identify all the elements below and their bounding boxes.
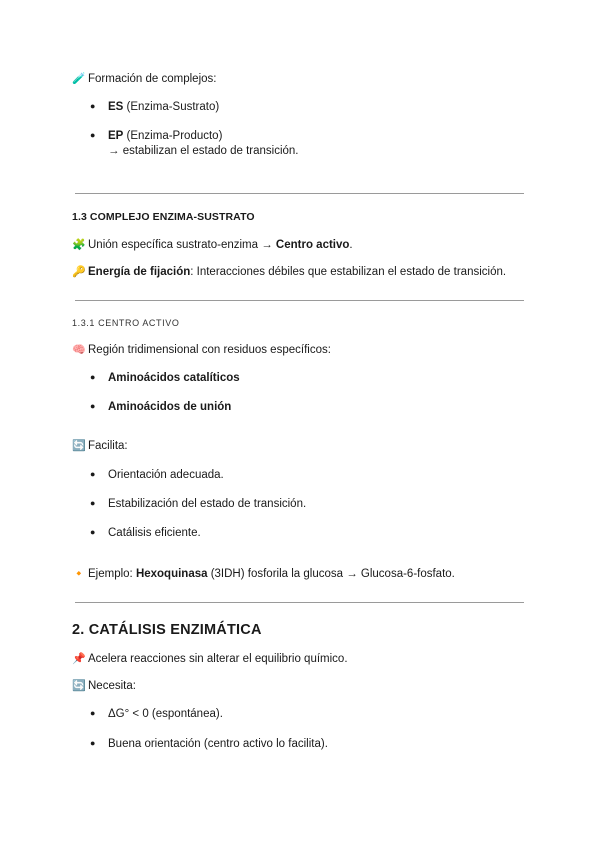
divider [75, 193, 524, 194]
union-line: 🧩 Unión específica sustrato-enzima → Centro activo. [72, 239, 353, 251]
list-item-ep: ● EP (Enzima-Producto) [90, 130, 223, 142]
needs-label: 🔄 Necesita: [72, 680, 136, 692]
test-tube-icon: 🧪 [72, 73, 86, 85]
complexes-heading: 🧪 Formación de complejos: [72, 73, 217, 85]
list-item: ● Orientación adecuada. [90, 469, 224, 481]
divider [75, 602, 524, 603]
pin-icon: 📌 [72, 653, 86, 665]
section-2-title: 2. CATÁLISIS ENZIMÁTICA [72, 622, 262, 638]
diamond-icon: 🔸 [72, 568, 86, 580]
accel-line: 📌 Acelera reacciones sin alterar el equilibrio químico. [72, 653, 348, 665]
divider [75, 300, 524, 301]
cycle-icon: 🔄 [72, 440, 86, 452]
list-item: ● Buena orientación (centro activo lo facilita). [90, 738, 328, 750]
cycle-icon: 🔄 [72, 680, 86, 692]
puzzle-icon: 🧩 [72, 239, 86, 251]
list-item: ● ΔG° < 0 (espontánea). [90, 708, 223, 720]
brain-icon: 🧠 [72, 344, 86, 356]
section-1-3-1-title: 1.3.1 CENTRO ACTIVO [72, 318, 180, 328]
list-item: ● Aminoácidos de unión [90, 401, 232, 413]
facilita-label: 🔄 Facilita: [72, 440, 128, 452]
section-1-3-title: 1.3 COMPLEJO ENZIMA-SUSTRATO [72, 211, 255, 223]
region-line: 🧠 Región tridimensional con residuos específicos: [72, 344, 331, 356]
list-item: ● Aminoácidos catalíticos [90, 372, 240, 384]
example-line: 🔸 Ejemplo: Hexoquinasa (3IDH) fosforila la glucosa → Glucosa-6-fosfato. [72, 568, 455, 580]
list-item: ● Catálisis eficiente. [90, 527, 201, 539]
list-item-es: ● ES (Enzima-Sustrato) [90, 101, 220, 113]
energy-line: 🔑 Energía de fijación: Interacciones débiles que estabilizan el estado de transición. [72, 266, 507, 278]
key-icon: 🔑 [72, 266, 86, 278]
ep-note: → estabilizan el estado de transición. [108, 145, 299, 157]
list-item: ● Estabilización del estado de transición. [90, 498, 307, 510]
